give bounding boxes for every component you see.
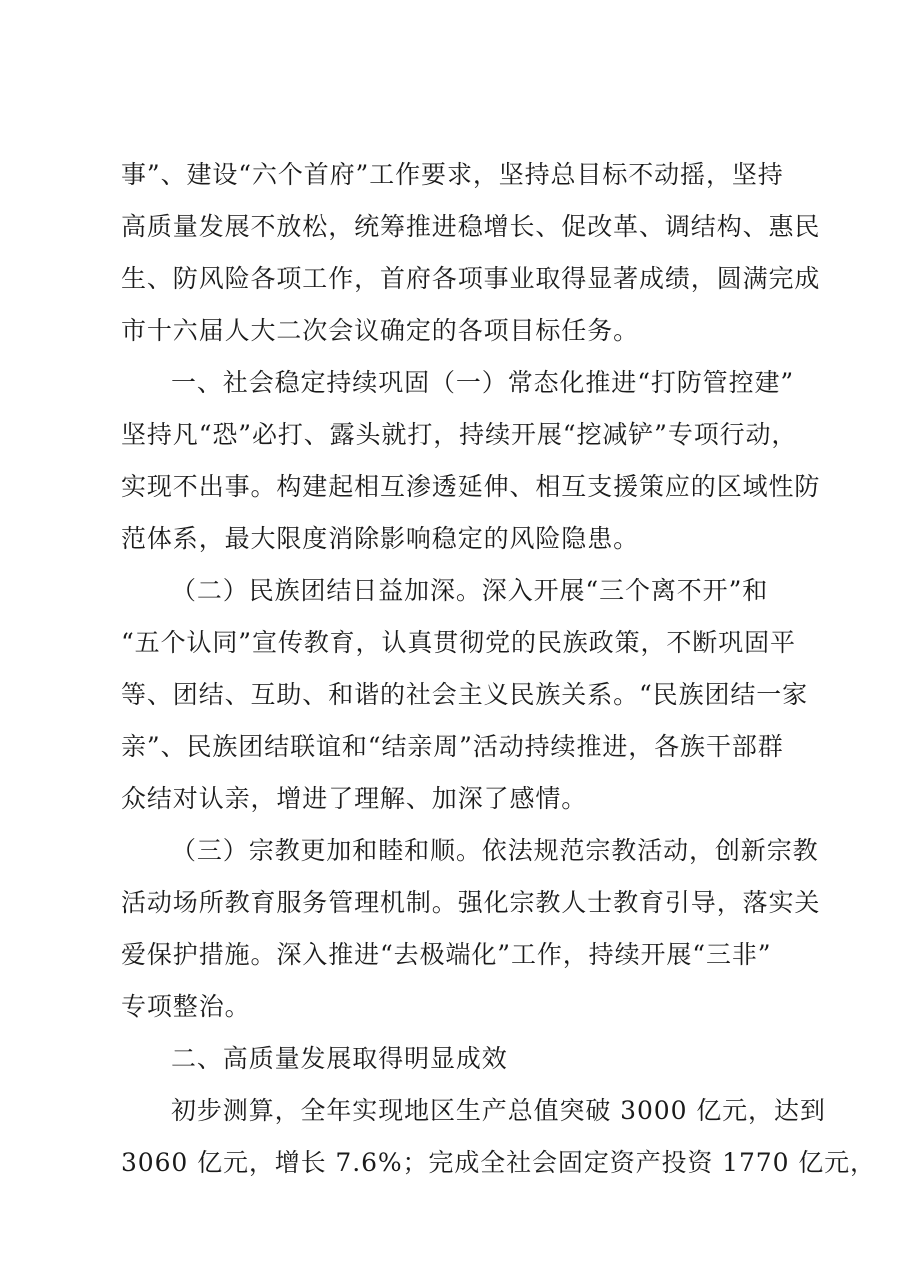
text-line: 活动场所教育服务管理机制。强化宗教人士教育引导，落实关 [121, 888, 821, 917]
text-line: 初步测算，全年实现地区生产总值突破 3000 亿元，达到 [171, 1096, 826, 1125]
section-heading-line: 一、社会稳定持续巩固（一）常态化推进“打防管控建” [171, 368, 795, 397]
text-line: 事”、建设“六个首府”工作要求，坚持总目标不动摇，坚持 [121, 160, 784, 189]
text-line: 众结对认亲，增进了理解、加深了感情。 [121, 784, 588, 813]
text-line: 亲”、民族团结联谊和“结亲周”活动持续推进，各族干部群 [121, 732, 784, 761]
text-line: 3060 亿元，增长 7.6%；完成全社会固定资产投资 1770 亿元， [121, 1148, 876, 1177]
text-line: 生、防风险各项工作，首府各项事业取得显著成绩，圆满完成 [121, 264, 821, 293]
text-line: 高质量发展不放松，统筹推进稳增长、促改革、调结构、惠民 [121, 212, 821, 241]
text-line: 范体系，最大限度消除影响稳定的风险隐患。 [121, 524, 640, 553]
text-line: “五个认同”宣传教育，认真贯彻党的民族政策，不断巩固平 [121, 628, 796, 657]
text-line: 市十六届人大二次会议确定的各项目标任务。 [121, 316, 640, 345]
text-line: 等、团结、互助、和谐的社会主义民族关系。“民族团结一家 [121, 680, 809, 709]
section-heading: 二、高质量发展取得明显成效 [171, 1044, 508, 1073]
text-line: 爱保护措施。深入推进“去极端化”工作，持续开展“三非” [121, 940, 772, 969]
text-line: （二）民族团结日益加深。深入开展“三个离不开”和 [171, 576, 769, 605]
text-line: 专项整治。 [121, 992, 251, 1021]
text-line: 实现不出事。构建起相互渗透延伸、相互支援策应的区域性防 [121, 472, 821, 501]
text-line: 坚持凡“恐”必打、露头就打，持续开展“挖减铲”专项行动， [121, 420, 798, 449]
text-line: （三）宗教更加和睦和顺。依法规范宗教活动，创新宗教 [171, 836, 819, 865]
